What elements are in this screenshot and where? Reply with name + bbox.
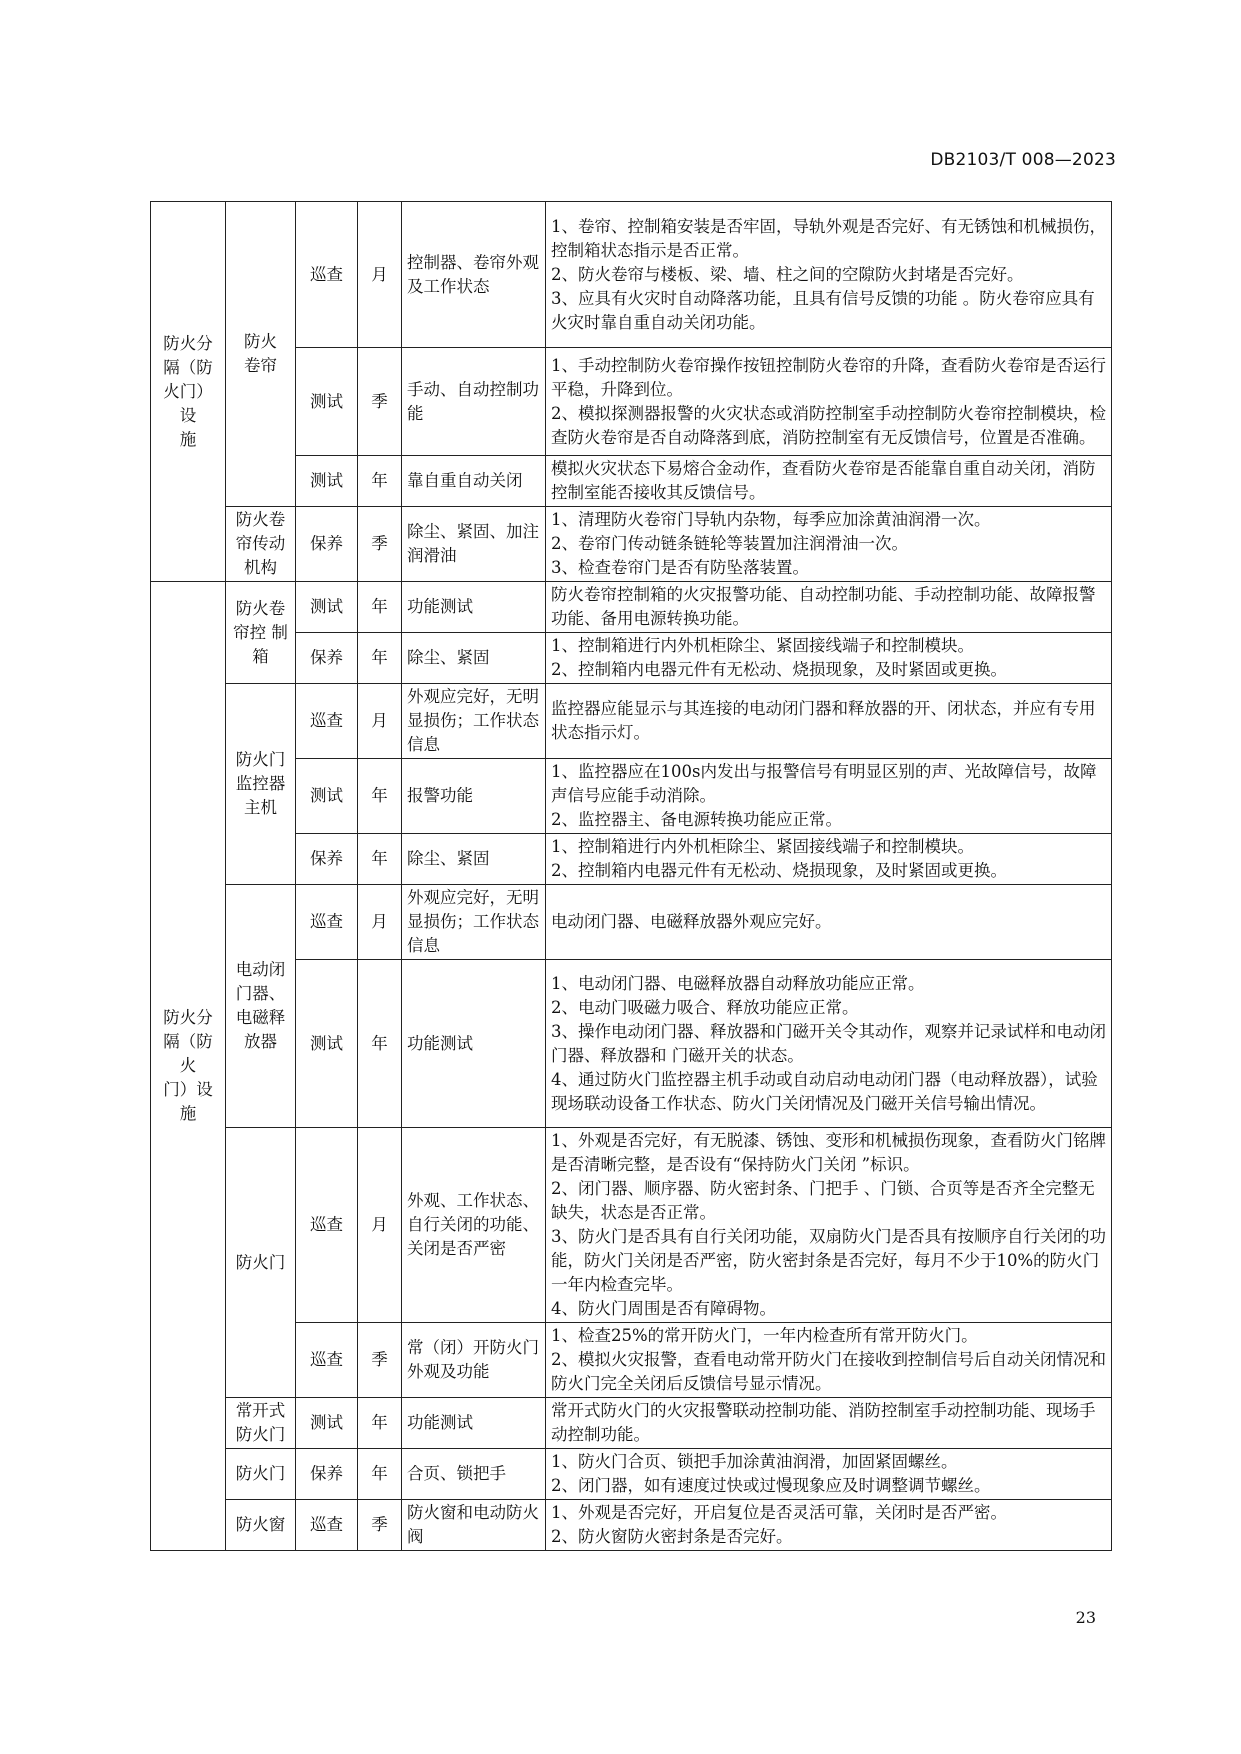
table-row: [151, 1398, 1112, 1449]
table-row: [151, 507, 1112, 582]
item-cell: 合页、锁把手: [402, 1449, 546, 1500]
requirement-cell: 1、外观是否完好，有无脱漆、锈蚀、变形和机械损伤现象，查看防火门铭牌是否清晰完整，是否设有“保持防火门关闭 ”标识。 2、闭门器、顺序器、防火密封条、门把手 、门锁、合页等是否齐全完整无缺失，状态是否正常。 3、防火门是否具有自行关闭功能，双扇防火门是否具有按顺序自行关闭的功能，防火门关闭是否严密，防火密封条是否完好，每月不少于10%的防火门一年内检查完毕。 4、防火门周围是否有障碍物。: [546, 1128, 1112, 1323]
item-cell: 手动、自动控制功 能: [402, 348, 546, 456]
component-cell: 防火门 监控器 主机: [226, 684, 296, 885]
requirement-cell: 监控器应能显示与其连接的电动闭门器和释放器的开、闭状态，并应有专用状态指示灯。: [546, 684, 1112, 759]
frequency-cell: 年: [358, 456, 402, 507]
check-type-cell: 保养: [296, 633, 358, 684]
check-type-cell: 测试: [296, 1398, 358, 1449]
requirement-cell: 常开式防火门的火灾报警联动控制功能、消防控制室手动控制功能、现场手动控制功能。: [546, 1398, 1112, 1449]
frequency-cell: 年: [358, 1449, 402, 1500]
frequency-cell: 年: [358, 633, 402, 684]
frequency-cell: 季: [358, 1500, 402, 1551]
table-row: [151, 759, 1112, 834]
requirement-cell: 1、控制箱进行内外机柜除尘、紧固接线端子和控制模块。 2、控制箱内电器元件有无松动、烧损现象，及时紧固或更换。: [546, 834, 1112, 885]
check-type-cell: 测试: [296, 456, 358, 507]
item-cell: 功能测试: [402, 960, 546, 1128]
component-cell: 常开式 防火门: [226, 1398, 296, 1449]
requirement-cell: 1、监控器应在100s内发出与报警信号有明显区别的声、光故障信号，故障声信号应能手动消除。 2、监控器主、备电源转换功能应正常。: [546, 759, 1112, 834]
item-cell: 外观、工作状态、 自行关闭的功能、 关闭是否严密: [402, 1128, 546, 1323]
requirement-cell: 1、检查25%的常开防火门，一年内检查所有常开防火门。 2、模拟火灾报警，查看电动常开防火门在接收到控制信号后自动关闭情况和防火门完全关闭后反馈信号显示情况。: [546, 1323, 1112, 1398]
requirement-cell: 1、控制箱进行内外机柜除尘、紧固接线端子和控制模块。 2、控制箱内电器元件有无松动、烧损现象，及时紧固或更换。: [546, 633, 1112, 684]
check-type-cell: 保养: [296, 507, 358, 582]
frequency-cell: 年: [358, 759, 402, 834]
item-cell: 除尘、紧固: [402, 834, 546, 885]
frequency-cell: 月: [358, 1128, 402, 1323]
requirement-cell: 模拟火灾状态下易熔合金动作，查看防火卷帘是否能靠自重自动关闭，消防控制室能否接收其反馈信号。: [546, 456, 1112, 507]
requirement-cell: 1、外观是否完好，开启复位是否灵活可靠，关闭时是否严密。 2、防火窗防火密封条是否完好。: [546, 1500, 1112, 1551]
table-row: [151, 1323, 1112, 1398]
requirement-cell: 1、清理防火卷帘门导轨内杂物，每季应加涂黄油润滑一次。 2、卷帘门传动链条链轮等装置加注润滑油一次。 3、检查卷帘门是否有防坠落装置。: [546, 507, 1112, 582]
check-type-cell: 测试: [296, 348, 358, 456]
component-cell: 防火卷 帘控 制 箱: [226, 582, 296, 684]
frequency-cell: 月: [358, 684, 402, 759]
table-row: [151, 684, 1112, 759]
table-row: [151, 834, 1112, 885]
page-number: 23: [1075, 1608, 1096, 1627]
item-cell: 靠自重自动关闭: [402, 456, 546, 507]
check-type-cell: 巡查: [296, 1323, 358, 1398]
item-cell: 功能测试: [402, 582, 546, 633]
requirement-cell: 1、防火门合页、锁把手加涂黄油润滑，加固紧固螺丝。 2、闭门器，如有速度过快或过慢现象应及时调整调节螺丝。: [546, 1449, 1112, 1500]
frequency-cell: 月: [358, 202, 402, 348]
item-cell: 控制器、卷帘外观 及工作状态: [402, 202, 546, 348]
system-cell: 防火分 隔（防火 门）设施: [151, 582, 226, 1551]
check-type-cell: 测试: [296, 759, 358, 834]
component-cell: 防火门: [226, 1128, 296, 1398]
requirement-cell: 防火卷帘控制箱的火灾报警功能、自动控制功能、手动控制功能、故障报警功能、备用电源转换功能。: [546, 582, 1112, 633]
item-cell: 常（闭）开防火门 外观及功能: [402, 1323, 546, 1398]
check-type-cell: 巡查: [296, 885, 358, 960]
check-type-cell: 测试: [296, 582, 358, 633]
item-cell: 报警功能: [402, 759, 546, 834]
frequency-cell: 年: [358, 1398, 402, 1449]
item-cell: 除尘、紧固、加注 润滑油: [402, 507, 546, 582]
table-row: [151, 960, 1112, 1128]
component-cell: 防火门: [226, 1449, 296, 1500]
frequency-cell: 年: [358, 834, 402, 885]
frequency-cell: 年: [358, 582, 402, 633]
frequency-cell: 季: [358, 1323, 402, 1398]
maintenance-table: [150, 201, 1112, 1551]
frequency-cell: 月: [358, 885, 402, 960]
frequency-cell: 季: [358, 507, 402, 582]
requirement-cell: 电动闭门器、电磁释放器外观应完好。: [546, 885, 1112, 960]
system-cell: 防火分 隔（防 火门）设 施: [151, 202, 226, 582]
item-cell: 外观应完好，无明 显损伤；工作状态 信息: [402, 885, 546, 960]
requirement-cell: 1、卷帘、控制箱安装是否牢固，导轨外观是否完好、有无锈蚀和机械损伤，控制箱状态指示是否正常。 2、防火卷帘与楼板、梁、墙、柱之间的空隙防火封堵是否完好。 3、应具有火灾时自动降落功能，且具有信号反馈的功能 。防火卷帘应具有火灾时靠自重自动关闭功能。: [546, 202, 1112, 348]
frequency-cell: 季: [358, 348, 402, 456]
component-cell: 防火窗: [226, 1500, 296, 1551]
table-row: [151, 348, 1112, 456]
table-row: [151, 1449, 1112, 1500]
item-cell: 防火窗和电动防火 阀: [402, 1500, 546, 1551]
item-cell: 除尘、紧固: [402, 633, 546, 684]
check-type-cell: 巡查: [296, 1500, 358, 1551]
check-type-cell: 巡查: [296, 684, 358, 759]
document-code: DB2103/T 008—2023: [930, 150, 1116, 170]
component-cell: 电动闭 门器、 电磁释 放器: [226, 885, 296, 1128]
table-row: [151, 1500, 1112, 1551]
check-type-cell: 保养: [296, 834, 358, 885]
requirement-cell: 1、手动控制防火卷帘操作按钮控制防火卷帘的升降，查看防火卷帘是否运行平稳，升降到位。 2、模拟探测器报警的火灾状态或消防控制室手动控制防火卷帘控制模块，检查防火卷帘是否自动降落到底，消防控制室有无反馈信号，位置是否准确。: [546, 348, 1112, 456]
table-row: [151, 633, 1112, 684]
table-row: [151, 1128, 1112, 1323]
table-row: [151, 202, 1112, 348]
check-type-cell: 保养: [296, 1449, 358, 1500]
check-type-cell: 测试: [296, 960, 358, 1128]
table-row: [151, 582, 1112, 633]
item-cell: 功能测试: [402, 1398, 546, 1449]
table-row: [151, 456, 1112, 507]
table-row: [151, 885, 1112, 960]
check-type-cell: 巡查: [296, 1128, 358, 1323]
frequency-cell: 年: [358, 960, 402, 1128]
item-cell: 外观应完好，无明 显损伤；工作状态 信息: [402, 684, 546, 759]
component-cell: 防火卷 帘传动 机构: [226, 507, 296, 582]
check-type-cell: 巡查: [296, 202, 358, 348]
requirement-cell: 1、电动闭门器、电磁释放器自动释放功能应正常。 2、电动门吸磁力吸合、释放功能应正常。 3、操作电动闭门器、释放器和门磁开关令其动作，观察并记录试样和电动闭门器、释放器和 门磁开关的状态。 4、通过防火门监控器主机手动或自动启动电动闭门器（电动释放器），试验现场联动设备工作状态、防火门关闭情况及门磁开关信号输出情况。: [546, 960, 1112, 1128]
component-cell: 防火 卷帘: [226, 202, 296, 507]
